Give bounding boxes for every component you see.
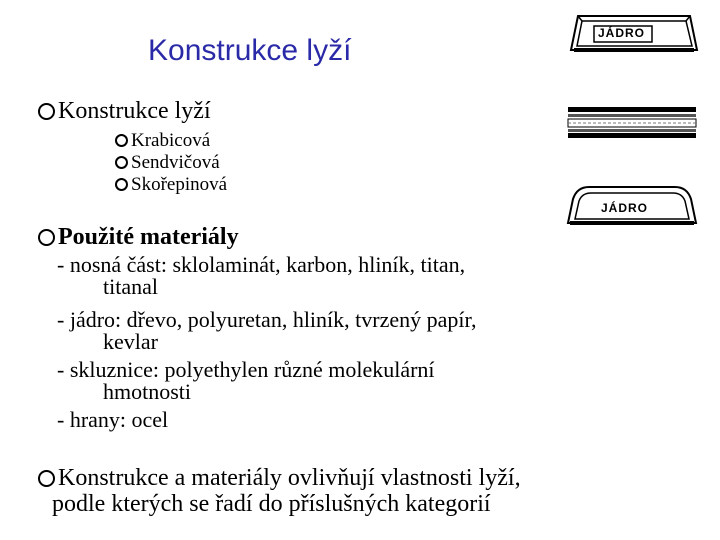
material-line: titanal [103, 274, 158, 299]
core-label: JÁDRO [601, 201, 649, 215]
bullet-ring-icon [115, 178, 128, 191]
material-line: - hrany: ocel [57, 407, 169, 432]
box-construction-diagram [568, 12, 700, 56]
material-line: - skluznice: polyethylen různé molekulární [57, 357, 435, 382]
bullet-materials [38, 224, 239, 250]
list-item [115, 152, 220, 174]
slide-title: Konstrukce lyží [148, 34, 352, 67]
bullet-construction [38, 98, 211, 124]
bullet-ring-icon [38, 103, 55, 120]
material-line: - jádro: dřevo, polyuretan, hliník, tvrzený papír, [57, 307, 477, 332]
list-item [115, 174, 227, 196]
construction-type-shell: Skořepinová [131, 174, 228, 195]
summary-line: Konstrukce a materiály ovlivňují vlastnosti lyží, [58, 465, 521, 491]
section-heading-materials: Použité materiály [58, 224, 239, 250]
bullet-ring-icon [38, 229, 55, 246]
bullet-summary [38, 465, 521, 491]
bullet-ring-icon [115, 134, 128, 147]
material-line: - nosná část: sklolaminát, karbon, hliník, titan, [57, 252, 466, 277]
bullet-ring-icon [115, 156, 128, 169]
construction-type-sandwich: Sendvičová [131, 152, 220, 173]
material-line: hmotnosti [103, 379, 192, 404]
shell-construction-diagram [565, 183, 699, 229]
sandwich-construction-diagram [566, 104, 700, 140]
bullet-ring-icon [38, 470, 55, 487]
construction-type-box: Krabicová [131, 130, 211, 151]
list-item [115, 130, 210, 152]
section-heading-construction: Konstrukce lyží [58, 98, 211, 124]
summary-line: podle kterých se řadí do příslušných kategorií [52, 491, 491, 517]
core-label: JÁDRO [598, 26, 646, 40]
material-line: kevlar [103, 329, 158, 354]
